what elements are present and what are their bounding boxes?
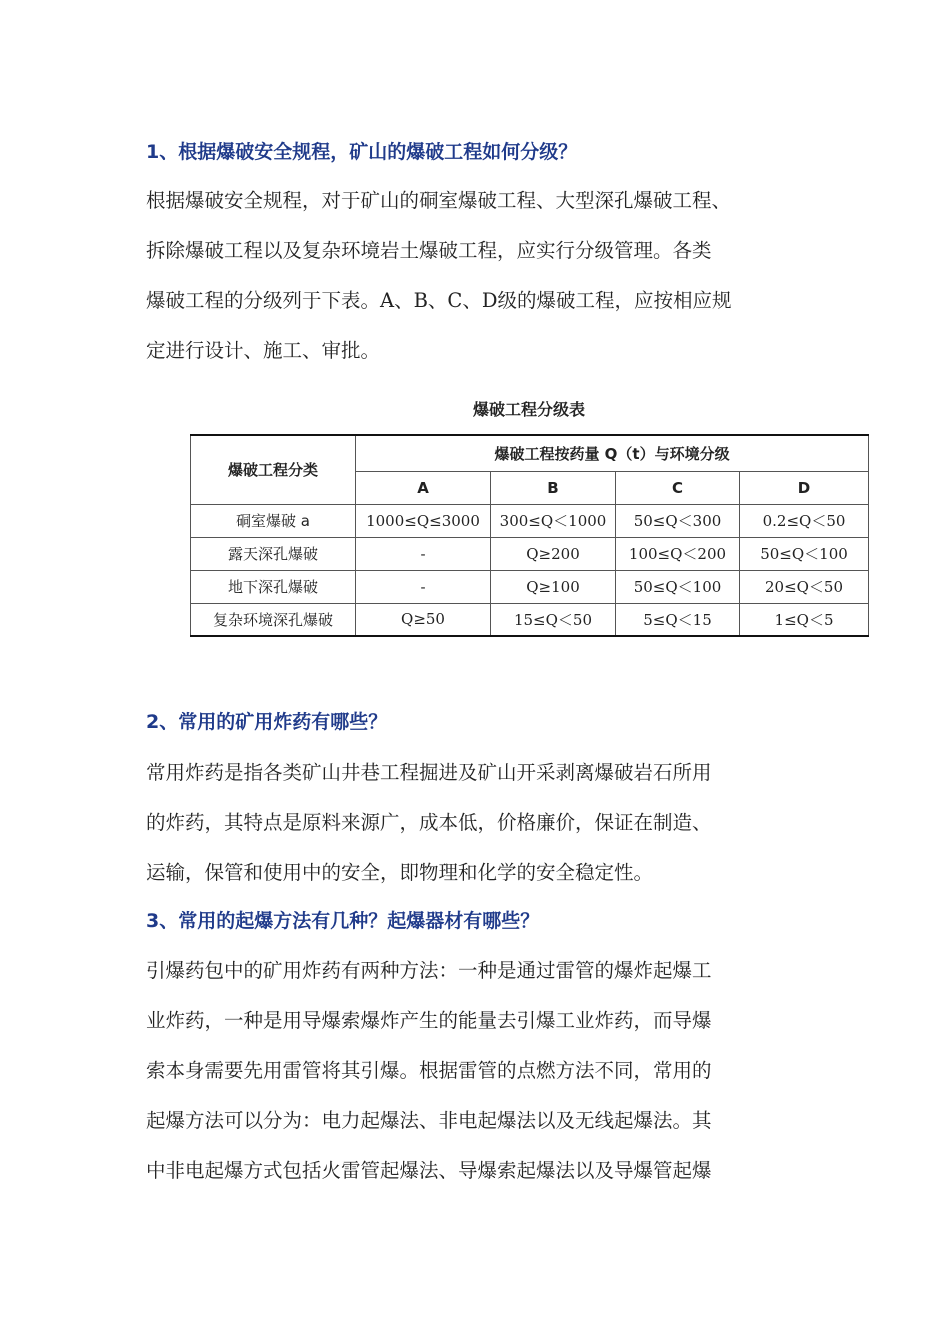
table-cell: 50≤Q＜100 [740, 537, 869, 570]
body-line: 运输，保管和使用中的安全，即物理和化学的安全稳定性。 [146, 861, 654, 884]
row-label: 复杂环境深孔爆破 [191, 603, 356, 636]
body-line: 爆破工程的分级列于下表。A、B、C、D级的爆破工程，应按相应规 [146, 289, 732, 312]
body-line: 拆除爆破工程以及复杂环境岩土爆破工程，应实行分级管理。各类 [146, 239, 712, 262]
table-row [191, 570, 869, 603]
table-cell: 1000≤Q≤3000 [356, 504, 491, 537]
table-cell: 20≤Q＜50 [740, 570, 869, 603]
section-2-body [146, 748, 826, 898]
table-row [191, 537, 869, 570]
category-header: 爆破工程分类 [191, 435, 356, 504]
table-cell: Q≥100 [491, 570, 616, 603]
column-header-d: D [740, 471, 869, 504]
row-label: 露天深孔爆破 [191, 537, 356, 570]
section-3-body [146, 946, 826, 1196]
table-cell: 0.2≤Q＜50 [740, 504, 869, 537]
section-2-heading: 2、常用的矿用炸药有哪些？ [146, 711, 388, 733]
blasting-grade-table [190, 434, 869, 637]
table-cell: 50≤Q＜300 [616, 504, 740, 537]
table-row [191, 504, 869, 537]
row-label: 硐室爆破 a [191, 504, 356, 537]
row-label: 地下深孔爆破 [191, 570, 356, 603]
table-cell: 15≤Q＜50 [491, 603, 616, 636]
body-line: 引爆药包中的矿用炸药有两种方法：一种是通过雷管的爆炸起爆工 [146, 959, 712, 982]
body-line: 定进行设计、施工、审批。 [146, 339, 381, 362]
table-title: 爆破工程分级表 [472, 400, 585, 419]
column-header-c: C [616, 471, 740, 504]
body-line: 索本身需要先用雷管将其引爆。根据雷管的点燃方法不同，常用的 [146, 1059, 712, 1082]
table-cell: 300≤Q＜1000 [491, 504, 616, 537]
group-header: 爆破工程按药量 Q（t）与环境分级 [356, 435, 869, 471]
table-cell: - [356, 570, 491, 603]
table-cell: 1≤Q＜5 [740, 603, 869, 636]
body-line: 业炸药，一种是用导爆索爆炸产生的能量去引爆工业炸药，而导爆 [146, 1009, 712, 1032]
table-cell: 100≤Q＜200 [616, 537, 740, 570]
body-line: 起爆方法可以分为：电力起爆法、非电起爆法以及无线起爆法。其 [146, 1109, 712, 1132]
table-cell: - [356, 537, 491, 570]
body-line: 的炸药，其特点是原料来源广，成本低，价格廉价，保证在制造、 [146, 811, 712, 834]
column-header-a: A [356, 471, 491, 504]
body-line: 常用炸药是指各类矿山井巷工程掘进及矿山开采剥离爆破岩石所用 [146, 761, 712, 784]
table-cell: 50≤Q＜100 [616, 570, 740, 603]
column-header-b: B [491, 471, 616, 504]
table-cell: 5≤Q＜15 [616, 603, 740, 636]
section-1-heading: 1、根据爆破安全规程，矿山的爆破工程如何分级？ [146, 141, 578, 163]
body-line: 中非电起爆方式包括火雷管起爆法、导爆索起爆法以及导爆管起爆 [146, 1159, 712, 1182]
table-cell: Q≥50 [356, 603, 491, 636]
section-3-heading: 3、常用的起爆方法有几种？起爆器材有哪些？ [146, 910, 540, 932]
table-cell: Q≥200 [491, 537, 616, 570]
body-line: 根据爆破安全规程，对于矿山的硐室爆破工程、大型深孔爆破工程、 [146, 189, 732, 212]
table-row [191, 603, 869, 636]
section-1-body [146, 176, 826, 376]
